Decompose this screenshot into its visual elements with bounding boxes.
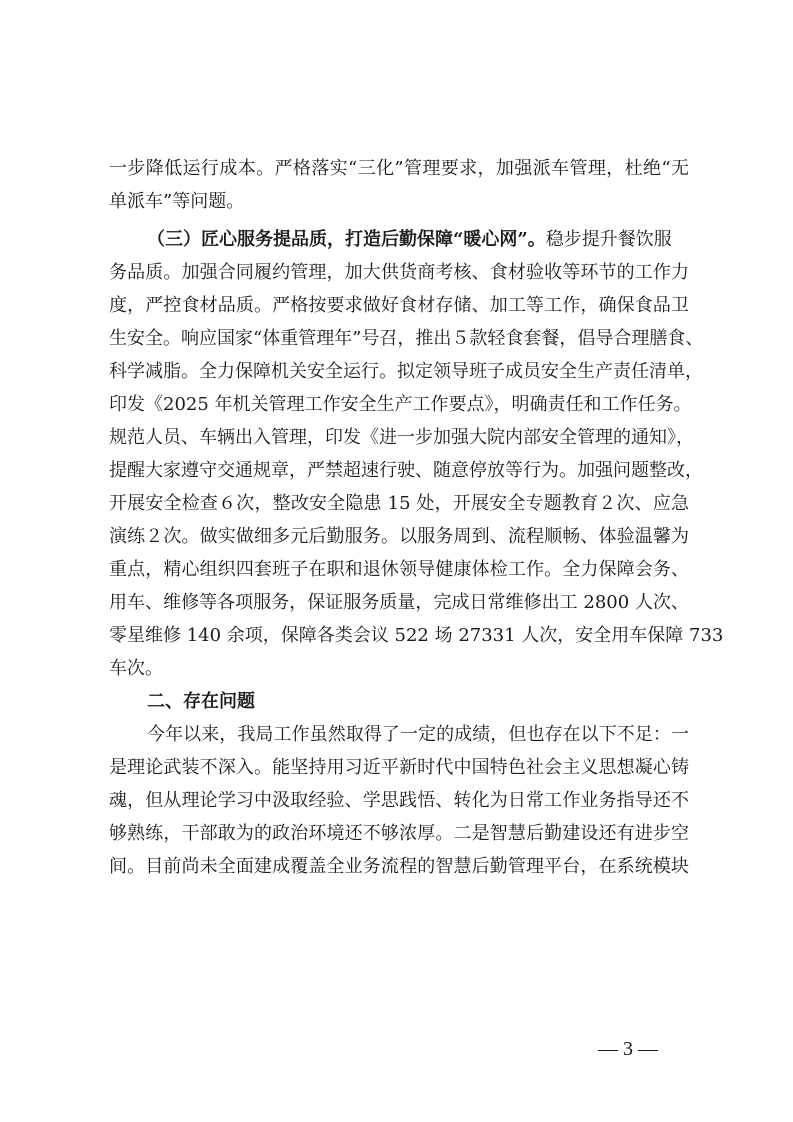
section-heading: 二、存在问题 xyxy=(147,691,255,712)
body-text-line: 务品质。加强合同履约管理，加大供货商考核、食材验收等环节的工作力 xyxy=(109,262,689,283)
body-text-line: 开展安全检查６次，整改安全隐患 15 处，开展安全专题教育２次、应急 xyxy=(109,493,689,514)
body-text-line: 单派车”等问题。 xyxy=(109,191,245,212)
body-text-line: 重点，精心组织四套班子在职和退休领导健康体检工作。全力保障会务、 xyxy=(109,559,689,580)
page-number: — 3 — xyxy=(598,1038,658,1060)
body-text-line: 今年以来，我局工作虽然取得了一定的成绩，但也存在以下不足：一 xyxy=(147,724,689,745)
body-text-line: 提醒大家遵守交通规章，严禁超速行驶、随意停放等行为。加强问题整改， xyxy=(109,460,703,481)
body-text-line: 科学减脂。全力保障机关安全运行。拟定领导班子成员安全生产责任清单， xyxy=(109,361,703,382)
body-text-line: 度，严控食材品质。严格按要求做好食材存储、加工等工作，确保食品卫 xyxy=(109,295,689,316)
body-text-line: 用车、维修等各项服务，保证服务质量，完成日常维修出工 2800 人次、 xyxy=(109,592,689,613)
body-text-line: 够熟练，干部敢为的政治环境还不够浓厚。二是智慧后勤建设还有进步空 xyxy=(109,823,689,844)
body-text-line: 演练２次。做实做细多元后勤服务。以服务周到、流程顺畅、体验温馨为 xyxy=(109,526,689,547)
body-text-line: 稳步提升餐饮服 xyxy=(545,229,672,250)
section-subheading: （三）匠心服务提品质，打造后勤保障“暖心网”。 xyxy=(147,229,546,250)
body-text-line: 生安全。响应国家“体重管理年”号召，推出５款轻食套餐，倡导合理膳食、 xyxy=(109,328,704,349)
body-text-line: 是理论武装不深入。能坚持用习近平新时代中国特色社会主义思想凝心铸 xyxy=(109,757,689,778)
body-text-line: 间。目前尚未全面建成覆盖全业务流程的智慧后勤管理平台，在系统模块 xyxy=(109,856,689,877)
body-text-line: 魂，但从理论学习中汲取经验、学思践悟、转化为日常工作业务指导还不 xyxy=(109,790,689,811)
section-paragraph xyxy=(147,228,689,252)
body-text-line: 规范人员、车辆出入管理，印发《进一步加强大院内部安全管理的通知》， xyxy=(109,427,694,448)
body-text-line: 印发《2025 年机关管理工作安全生产工作要点》，明确责任和工作任务。 xyxy=(109,394,692,415)
body-text-line: 零星维修 140 余项，保障各类会议 522 场 27331 人次，安全用车保障 733 xyxy=(109,625,724,646)
body-text-line: 车次。 xyxy=(109,658,163,679)
body-text-line: 一步降低运行成本。严格落实“三化”管理要求，加强派车管理，杜绝“无 xyxy=(109,158,689,179)
